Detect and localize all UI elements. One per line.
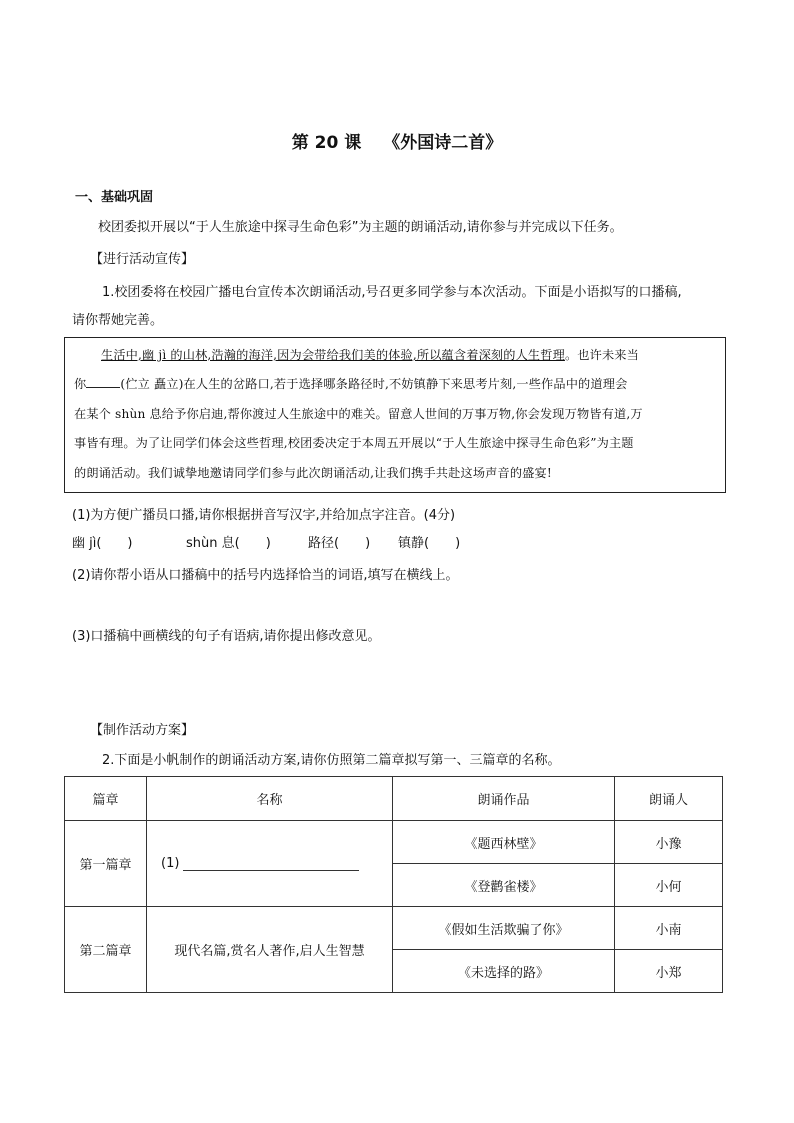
chapter-2-label: 第二篇章 bbox=[65, 907, 147, 993]
script-line-4: 事皆有理。为了让同学们体会这些哲理,校团委决定于本周五开展以“于人生旅途中探寻生命色彩”为主题 bbox=[74, 436, 634, 450]
fill-blank bbox=[86, 375, 120, 388]
script-line-2: 你 (伫立 矗立)在人生的岔路口,若于选择哪条路径时,不妨镇静下来思考片刻,一些作品中的道理会 bbox=[74, 377, 628, 391]
subsection-plan: 【制作活动方案】 bbox=[90, 723, 195, 738]
table-row bbox=[65, 907, 723, 950]
header-reader: 朗诵人 bbox=[615, 777, 723, 821]
work-cell: 《登鹳雀楼》 bbox=[393, 864, 615, 907]
broadcast-script-box bbox=[64, 337, 726, 493]
reader-cell: 小郑 bbox=[615, 950, 723, 993]
question-1-2: (2)请你帮小语从口播稿中的括号内选择恰当的词语,填写在横线上。 bbox=[72, 568, 459, 583]
name-answer-blank bbox=[183, 856, 359, 871]
work-cell: 《假如生活欺骗了你》 bbox=[393, 907, 615, 950]
pinyin-item-4: 镇静( ) bbox=[398, 536, 461, 551]
question-1-text: 1.校团委将在校园广播电台宣传本次朗诵活动,号召更多同学参与本次活动。下面是小语拟写的口播稿, bbox=[102, 285, 682, 300]
table-row bbox=[65, 821, 723, 864]
chapter-1-name: (1) bbox=[147, 821, 393, 907]
section-heading-basics: 一、基础巩固 bbox=[75, 190, 154, 205]
header-name: 名称 bbox=[147, 777, 393, 821]
activity-intro: 校团委拟开展以“于人生旅途中探寻生命色彩”为主题的朗诵活动,请你参与并完成以下任务。 bbox=[98, 220, 623, 235]
script-line-1: 生活中,幽 jì 的山林,浩瀚的海洋,因为会带给我们美的体验,所以蕴含着深刻的人生哲理。也许未来当 bbox=[101, 348, 639, 362]
question-1-text-cont: 请你帮她完善。 bbox=[72, 313, 164, 328]
reader-cell: 小何 bbox=[615, 864, 723, 907]
underlined-sentence: 生活中,幽 jì 的山林,浩瀚的海洋,因为会带给我们美的体验,所以蕴含着深刻的人生哲理 bbox=[101, 348, 565, 362]
header-works: 朗诵作品 bbox=[393, 777, 615, 821]
lesson-name: 《外国诗二首》 bbox=[383, 133, 503, 153]
work-cell: 《题西林壁》 bbox=[393, 821, 615, 864]
pinyin-item-2: shùn 息( ) bbox=[186, 536, 271, 551]
lesson-number: 第 20 课 bbox=[291, 133, 362, 153]
reader-cell: 小南 bbox=[615, 907, 723, 950]
reader-cell: 小豫 bbox=[615, 821, 723, 864]
page-title bbox=[0, 128, 794, 153]
table-header-row bbox=[65, 777, 723, 821]
activity-plan-table bbox=[64, 776, 723, 993]
work-cell: 《未选择的路》 bbox=[393, 950, 615, 993]
chapter-2-name: 现代名篇,赏名人著作,启人生智慧 bbox=[147, 907, 393, 993]
pinyin-items bbox=[72, 534, 460, 554]
question-1-1: (1)为方便广播员口播,请你根据拼音写汉字,并给加点字注音。(4分) bbox=[72, 508, 456, 523]
pinyin-item-1: 幽 jì( ) bbox=[72, 536, 133, 551]
chapter-1-label: 第一篇章 bbox=[65, 821, 147, 907]
question-1-3: (3)口播稿中画横线的句子有语病,请你提出修改意见。 bbox=[72, 629, 381, 644]
question-2-text: 2.下面是小帆制作的朗诵活动方案,请你仿照第二篇章拟写第一、三篇章的名称。 bbox=[102, 753, 561, 768]
header-chapter: 篇章 bbox=[65, 777, 147, 821]
script-line-3: 在某个 shùn 息给予你启迪,帮你渡过人生旅途中的难关。留意人世间的万事万物,你会发现万物皆有道,万 bbox=[74, 407, 643, 421]
pinyin-item-3: 路径( ) bbox=[308, 536, 371, 551]
script-line-5: 的朗诵活动。我们诚挚地邀请同学们参与此次朗诵活动,让我们携手共赴这场声音的盛宴! bbox=[74, 466, 552, 480]
subsection-promotion: 【进行活动宣传】 bbox=[90, 252, 195, 267]
